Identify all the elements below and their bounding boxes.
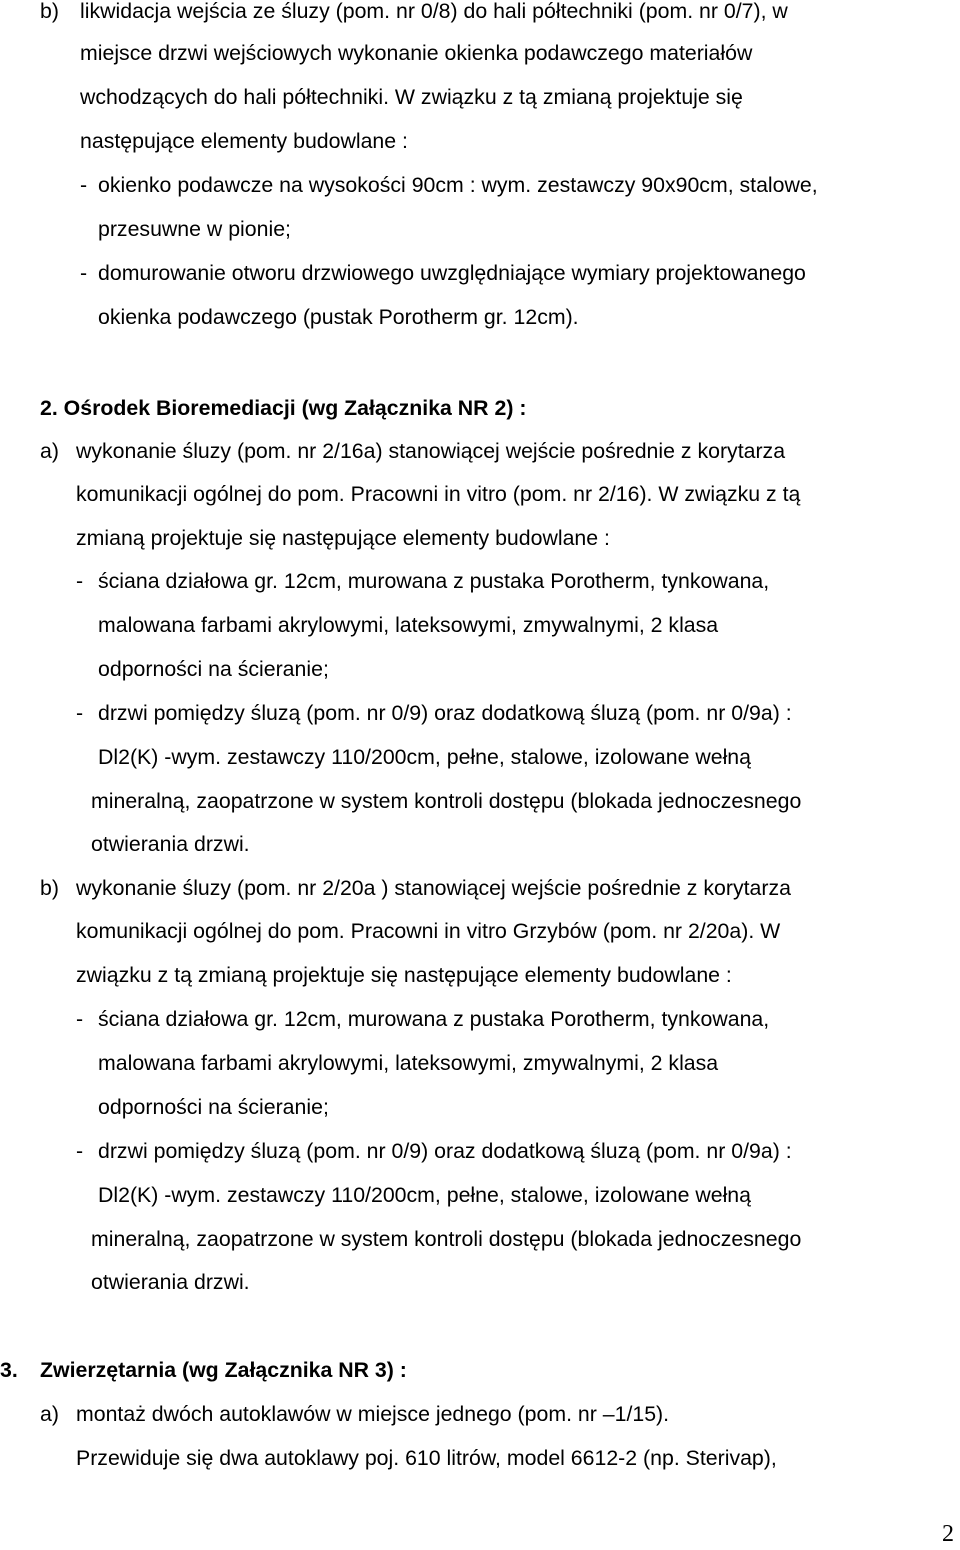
bullet-line: otwierania drzwi. — [91, 1270, 250, 1294]
section-heading-2: 2. Ośrodek Bioremediacji (wg Załącznika NR 2) : — [40, 396, 527, 420]
bullet-dash: - — [80, 261, 88, 285]
bullet-line: przesuwne w pionie; — [98, 217, 291, 241]
paragraph-line: likwidacja wejścia ze śluzy (pom. nr 0/8) do hali półtechniki (pom. nr 0/7), w — [80, 0, 788, 23]
paragraph-line: zmianą projektuje się następujące elementy budowlane : — [76, 526, 610, 550]
paragraph-line: wykonanie śluzy (pom. nr 2/20a ) stanowiącej wejście pośrednie z korytarza — [76, 876, 791, 900]
bullet-line: drzwi pomiędzy śluzą (pom. nr 0/9) oraz dodatkową śluzą (pom. nr 0/9a) : — [98, 1139, 792, 1163]
bullet-line: otwierania drzwi. — [91, 832, 250, 856]
paragraph-line: komunikacji ogólnej do pom. Pracowni in vitro (pom. nr 2/16). W związku z tą — [76, 482, 801, 506]
paragraph-line: komunikacji ogólnej do pom. Pracowni in vitro Grzybów (pom. nr 2/20a). W — [76, 919, 781, 943]
bullet-line: okienko podawcze na wysokości 90cm : wym. zestawczy 90x90cm, stalowe, — [98, 173, 818, 197]
bullet-line: malowana farbami akrylowymi, lateksowymi, zmywalnymi, 2 klasa — [98, 613, 719, 637]
paragraph-line: wykonanie śluzy (pom. nr 2/16a) stanowiącej wejście pośrednie z korytarza — [76, 439, 786, 463]
paragraph-line: miejsce drzwi wejściowych wykonanie okienka podawczego materiałów — [80, 41, 753, 65]
bullet-line: Dl2(K) -wym. zestawczy 110/200cm, pełne, stalowe, izolowane wełną — [98, 1183, 751, 1207]
bullet-line: mineralną, zaopatrzone w system kontroli dostępu (blokada jednoczesnego — [91, 789, 802, 813]
bullet-line: drzwi pomiędzy śluzą (pom. nr 0/9) oraz dodatkową śluzą (pom. nr 0/9a) : — [98, 701, 792, 725]
bullet-line: ściana działowa gr. 12cm, murowana z pustaka Porotherm, tynkowana, — [98, 569, 770, 593]
section-heading-3: Zwierzętarnia (wg Załącznika NR 3) : — [40, 1358, 407, 1382]
bullet-line: odporności na ścieranie; — [98, 657, 329, 681]
bullet-line: Dl2(K) -wym. zestawczy 110/200cm, pełne, stalowe, izolowane wełną — [98, 745, 751, 769]
bullet-line: ściana działowa gr. 12cm, murowana z pustaka Porotherm, tynkowana, — [98, 1007, 770, 1031]
page-number: 2 — [942, 1521, 954, 1547]
paragraph-line: następujące elementy budowlane : — [80, 129, 408, 153]
list-label-3a: a) — [40, 1402, 59, 1426]
bullet-line: mineralną, zaopatrzone w system kontroli dostępu (blokada jednoczesnego — [91, 1227, 802, 1251]
paragraph-line: montaż dwóch autoklawów w miejsce jednego (pom. nr –1/15). — [76, 1402, 670, 1426]
bullet-dash: - — [76, 701, 84, 725]
bullet-line: malowana farbami akrylowymi, lateksowymi, zmywalnymi, 2 klasa — [98, 1051, 719, 1075]
paragraph-line: wchodzących do hali półtechniki. W związku z tą zmianą projektuje się — [80, 85, 743, 109]
list-label-2b: b) — [40, 876, 59, 900]
bullet-line: domurowanie otworu drzwiowego uwzględniające wymiary projektowanego — [98, 261, 806, 285]
bullet-dash: - — [80, 173, 88, 197]
bullet-dash: - — [76, 569, 84, 593]
bullet-line: okienka podawczego (pustak Porotherm gr. 12cm). — [98, 305, 579, 329]
paragraph-line: związku z tą zmianą projektuje się następujące elementy budowlane : — [76, 963, 732, 987]
bullet-dash: - — [76, 1007, 84, 1031]
section-number-3: 3. — [0, 1358, 18, 1382]
bullet-line: odporności na ścieranie; — [98, 1095, 329, 1119]
list-label-2a: a) — [40, 439, 59, 463]
paragraph-line: Przewiduje się dwa autoklawy poj. 610 litrów, model 6612-2 (np. Sterivap), — [76, 1446, 777, 1470]
list-label-1b: b) — [40, 0, 59, 23]
bullet-dash: - — [76, 1139, 84, 1163]
